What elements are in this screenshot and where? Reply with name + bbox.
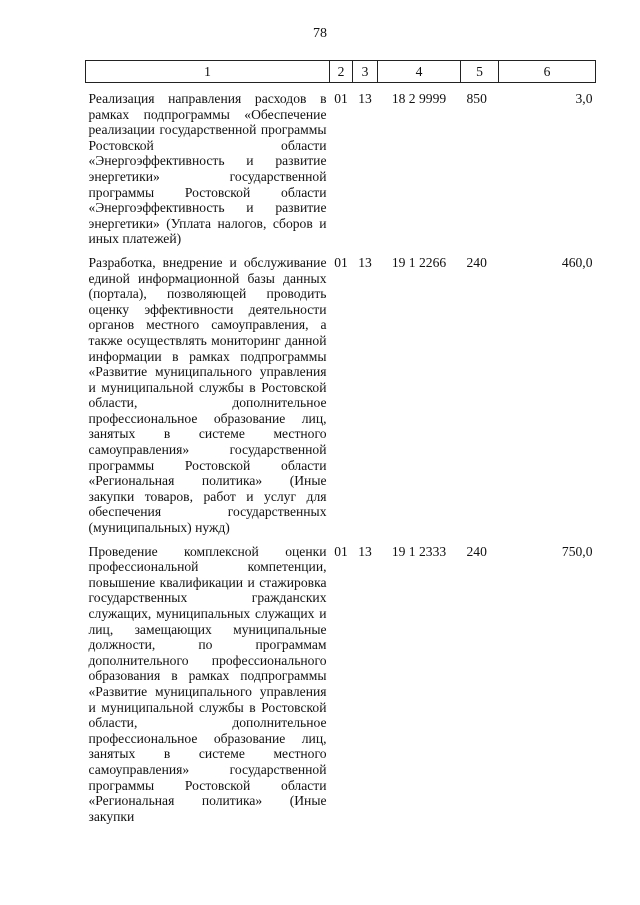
column-header-5: 5: [461, 61, 499, 83]
table-row: [86, 83, 596, 247]
table-row: [86, 247, 596, 536]
row-col3: 13: [358, 91, 372, 106]
column-header-1: 1: [86, 61, 330, 83]
page-number: 78: [313, 26, 327, 41]
row-col2: 01: [334, 91, 348, 106]
row-col2: 01: [334, 543, 348, 559]
row-description: Разработка, внедрение и обслуживание единой информационной базы данных (портала), позволяющей проводить оценку эффективности деятельности органов местного самоуправления, а также осуществлять мониторинг данной информации в рамках подпрограммы «Развитие муниципального управления и муниципальной службы в Ростовской области, дополнительное профессиональное образование лиц, занятых в системе местного самоуправления» государственной программы Ростовской области «Региональная политика» (Иные закупки товаров, работ и услуг для обеспечения государственных (муниципальных) нужд): [88, 254, 327, 536]
row-col6: 460,0: [561, 254, 593, 270]
table-header-row: [86, 61, 596, 83]
row-col3: 13: [358, 543, 372, 559]
column-header-6: 6: [499, 61, 596, 83]
row-col4: 19 1 2333: [391, 543, 447, 559]
table-row: [86, 536, 596, 825]
row-col4: 19 1 2266: [391, 254, 447, 270]
column-header-2: 2: [330, 61, 353, 83]
row-col6: 750,0: [561, 543, 593, 559]
row-col5: 240: [466, 543, 487, 559]
column-header-3: 3: [353, 61, 378, 83]
row-col5: 850: [466, 91, 487, 106]
row-col4: 18 2 9999: [391, 91, 447, 106]
row-col3: 13: [358, 254, 372, 270]
budget-table: [85, 60, 596, 824]
row-description: Проведение комплексной оценки профессиональной компетенции, повышение квалификации и стажировка государственных гражданских служащих, муниципальных служащих и лиц, замещающих муниципальные должности, по программам дополнительного профессионального образования в рамках подпрограммы «Развитие муниципального управления и муниципальной службы в Ростовской области, дополнительное профессиональное образование лиц, занятых в системе местного самоуправления» государственной программы Ростовской области «Региональная политика» (Иные закупки: [88, 543, 327, 824]
row-description: Реализация направления расходов в рамках подпрограммы «Обеспечение реализации государственной программы Ростовской области «Энергоэффективность и развитие энергетики» государственной программы Ростовской области «Энергоэффективность и развитие энергетики» (Уплата налогов, сборов и иных платежей): [88, 91, 327, 247]
row-col2: 01: [334, 254, 348, 270]
row-col5: 240: [466, 254, 487, 270]
column-header-4: 4: [378, 61, 461, 83]
row-col6: 3,0: [575, 91, 593, 106]
